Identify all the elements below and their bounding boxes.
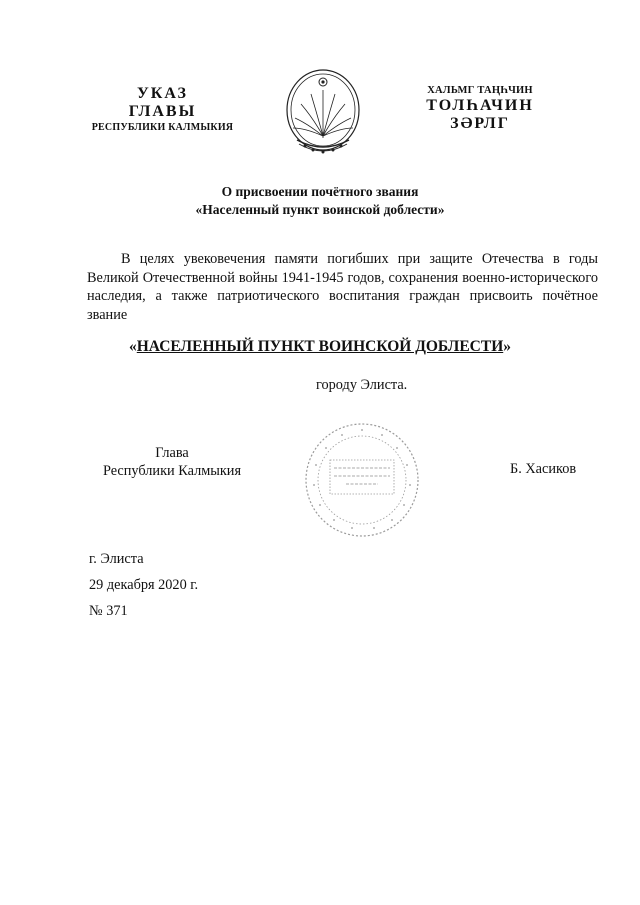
title-line2: «Населенный пункт воинской доблести» — [195, 202, 445, 217]
issue-place: г. Элиста — [89, 551, 144, 567]
header-left-line1: УКАЗ — [137, 85, 188, 102]
signer-position-line2: Республики Калмыкия — [102, 463, 242, 479]
decree-title — [120, 183, 520, 219]
award-close-quote: » — [503, 338, 511, 355]
header-left-line2: ГЛАВЫ — [128, 103, 197, 121]
issue-date: 29 декабря 2020 г. — [89, 577, 199, 593]
official-stamp-icon — [302, 420, 422, 540]
header-right-line3: ЗӘРЛГ — [450, 115, 510, 133]
header-right-line2: ТОЛҺАЧИН — [426, 97, 534, 115]
signer-name: Б. Хасиков — [510, 461, 577, 477]
decree-number: № 371 — [89, 603, 128, 619]
award-open-quote: « — [129, 338, 137, 355]
signer-position-line1: Глава — [155, 445, 189, 461]
award-name: НАСЕЛЕННЫЙ ПУНКТ ВОИНСКОЙ ДОБЛЕСТИ — [136, 338, 504, 355]
award-title — [60, 338, 580, 356]
decree-body: В целях увековечения памяти погибших при защите Отечества в годы Великой Отечественной войны 1941-1945 годов, сохранения военно-исторического наследия, а также патриотического воспитания граждан присвоить почётное звание — [87, 251, 598, 323]
header-left — [60, 85, 265, 133]
signer-position — [92, 444, 252, 480]
header-right-line1: ХАЛЬМГ ТАҢҺЧИН — [427, 85, 533, 96]
kalmykia-emblem-icon — [283, 68, 363, 158]
recipient-city: городу Элиста. — [316, 377, 408, 393]
header-left-line3: РЕСПУБЛИКИ КАЛМЫКИЯ — [91, 121, 234, 133]
title-line1: О присвоении почётного звания — [221, 184, 419, 199]
header-right — [400, 85, 560, 134]
